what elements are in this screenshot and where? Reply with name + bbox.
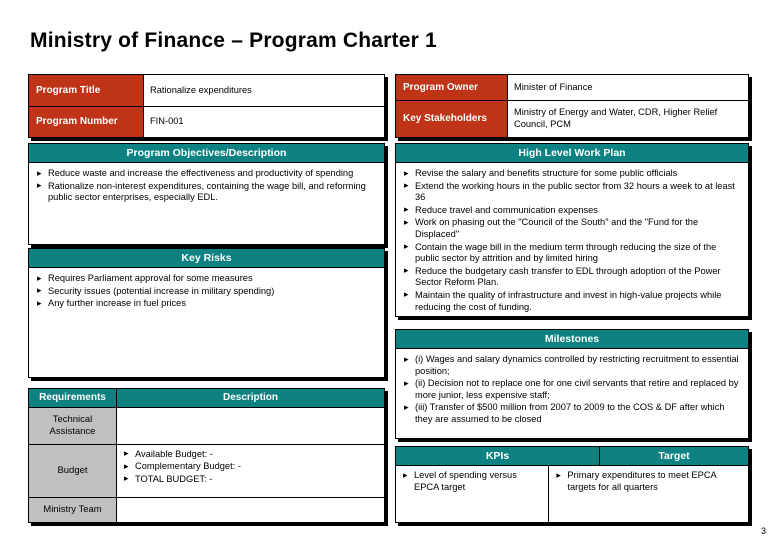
kpis-table-body-row [396, 466, 748, 522]
list-item: ▸ Revise the salary and benefits structure for some public officials [403, 168, 741, 180]
table-row [396, 101, 748, 137]
list-item: ▸ Security issues (potential increase in military spending) [36, 286, 377, 298]
program-title-label: Program Title [29, 75, 144, 106]
program-owner-label: Program Owner [396, 75, 508, 100]
list-item: ▸ (ii) Decision not to replace one for one civil servants that retire and replaced by more junior, less expensive staff; [403, 378, 741, 401]
program-number-label: Program Number [29, 107, 144, 138]
requirement-desc-ministry-team [117, 498, 384, 522]
table-row [29, 107, 384, 138]
list-item: ▸ Any further increase in fuel prices [36, 298, 377, 310]
program-objectives-header: Program Objectives/Description [29, 144, 384, 163]
kpi-cell [396, 466, 549, 522]
milestones-list [403, 354, 741, 426]
key-stakeholders-value: Ministry of Energy and Water, CDR, Higher Relief Council, PCM [514, 107, 718, 129]
table-row [29, 408, 384, 445]
requirement-desc-budget [117, 445, 384, 498]
column-header-description: Description [117, 389, 384, 407]
column-header-requirements: Requirements [29, 389, 117, 407]
program-title-value: Rationalize expenditures [150, 84, 252, 95]
program-objectives-list [36, 168, 377, 204]
target-list [555, 470, 742, 493]
page-number: 3 [760, 526, 766, 536]
milestones-header: Milestones [396, 330, 748, 349]
list-item: ▸ TOTAL BUDGET: - [123, 474, 378, 486]
list-item: ▸ Reduce waste and increase the effectiveness and productivity of spending [36, 168, 377, 180]
requirements-table [28, 388, 385, 523]
program-info-right-table [395, 74, 749, 138]
kpi-list [402, 470, 542, 493]
program-owner-value: Minister of Finance [514, 81, 593, 92]
requirements-table-header-row [29, 389, 384, 408]
key-risks-list [36, 273, 377, 310]
high-level-work-plan-header: High Level Work Plan [396, 144, 748, 163]
target-cell [549, 466, 748, 522]
list-item: ▸ Rationalize non-interest expenditures, containing the wage bill, and reforming public sector enterprises, especially EDL. [36, 181, 377, 204]
list-item: ▸ Complementary Budget: - [123, 461, 378, 473]
table-row [29, 498, 384, 522]
list-item: ▸ (iii) Transfer of $500 million from 2007 to 2009 to the COS & DF after which they are assumed to be closed [403, 402, 741, 425]
high-level-work-plan-box [395, 143, 749, 317]
key-risks-box [28, 248, 385, 378]
list-item: ▸ Contain the wage bill in the medium term through reducing the size of the public sector by attrition and by limited hiring [403, 242, 741, 265]
program-objectives-body [29, 163, 384, 209]
requirement-desc-technical-assistance [117, 408, 384, 444]
requirement-label-technical-assistance: Technical Assistance [29, 408, 117, 444]
column-header-target: Target [600, 447, 748, 465]
high-level-work-plan-body [396, 163, 748, 318]
list-item: ▸ Primary expenditures to meet EPCA targets for all quarters [555, 470, 742, 493]
list-item: ▸ Level of spending versus EPCA target [402, 470, 542, 493]
table-row [396, 75, 748, 101]
column-header-kpis: KPIs [396, 447, 600, 465]
key-risks-body [29, 268, 384, 315]
milestones-box [395, 329, 749, 439]
table-row [29, 75, 384, 107]
list-item: ▸ Work on phasing out the "Council of the South" and the "Fund for the Displaced" [403, 217, 741, 240]
key-stakeholders-label: Key Stakeholders [396, 101, 508, 137]
kpis-table [395, 446, 749, 523]
program-info-left-table [28, 74, 385, 138]
list-item: ▸ (i) Wages and salary dynamics controlled by restricting recruitment to essential position; [403, 354, 741, 377]
requirement-label-budget: Budget [29, 445, 117, 498]
program-objectives-box [28, 143, 385, 245]
page-title: Ministry of Finance – Program Charter 1 [30, 29, 437, 52]
list-item: ▸ Reduce travel and communication expenses [403, 205, 741, 217]
high-level-work-plan-list [403, 168, 741, 313]
requirement-label-ministry-team: Ministry Team [29, 498, 117, 522]
program-number-value: FIN-001 [150, 116, 184, 126]
list-item: ▸ Available Budget: - [123, 449, 378, 461]
budget-list [123, 449, 378, 486]
kpis-table-header-row [396, 447, 748, 466]
list-item: ▸ Maintain the quality of infrastructure and invest in high-value projects while reducing the cost of funding. [403, 290, 741, 313]
list-item: ▸ Requires Parliament approval for some measures [36, 273, 377, 285]
table-row [29, 445, 384, 499]
list-item: ▸ Reduce the budgetary cash transfer to EDL through adoption of the Power Sector Reform Plan. [403, 266, 741, 289]
list-item: ▸ Extend the working hours in the public sector from 32 hours a week to at least 36 [403, 181, 741, 204]
key-risks-header: Key Risks [29, 249, 384, 268]
milestones-body [396, 349, 748, 431]
